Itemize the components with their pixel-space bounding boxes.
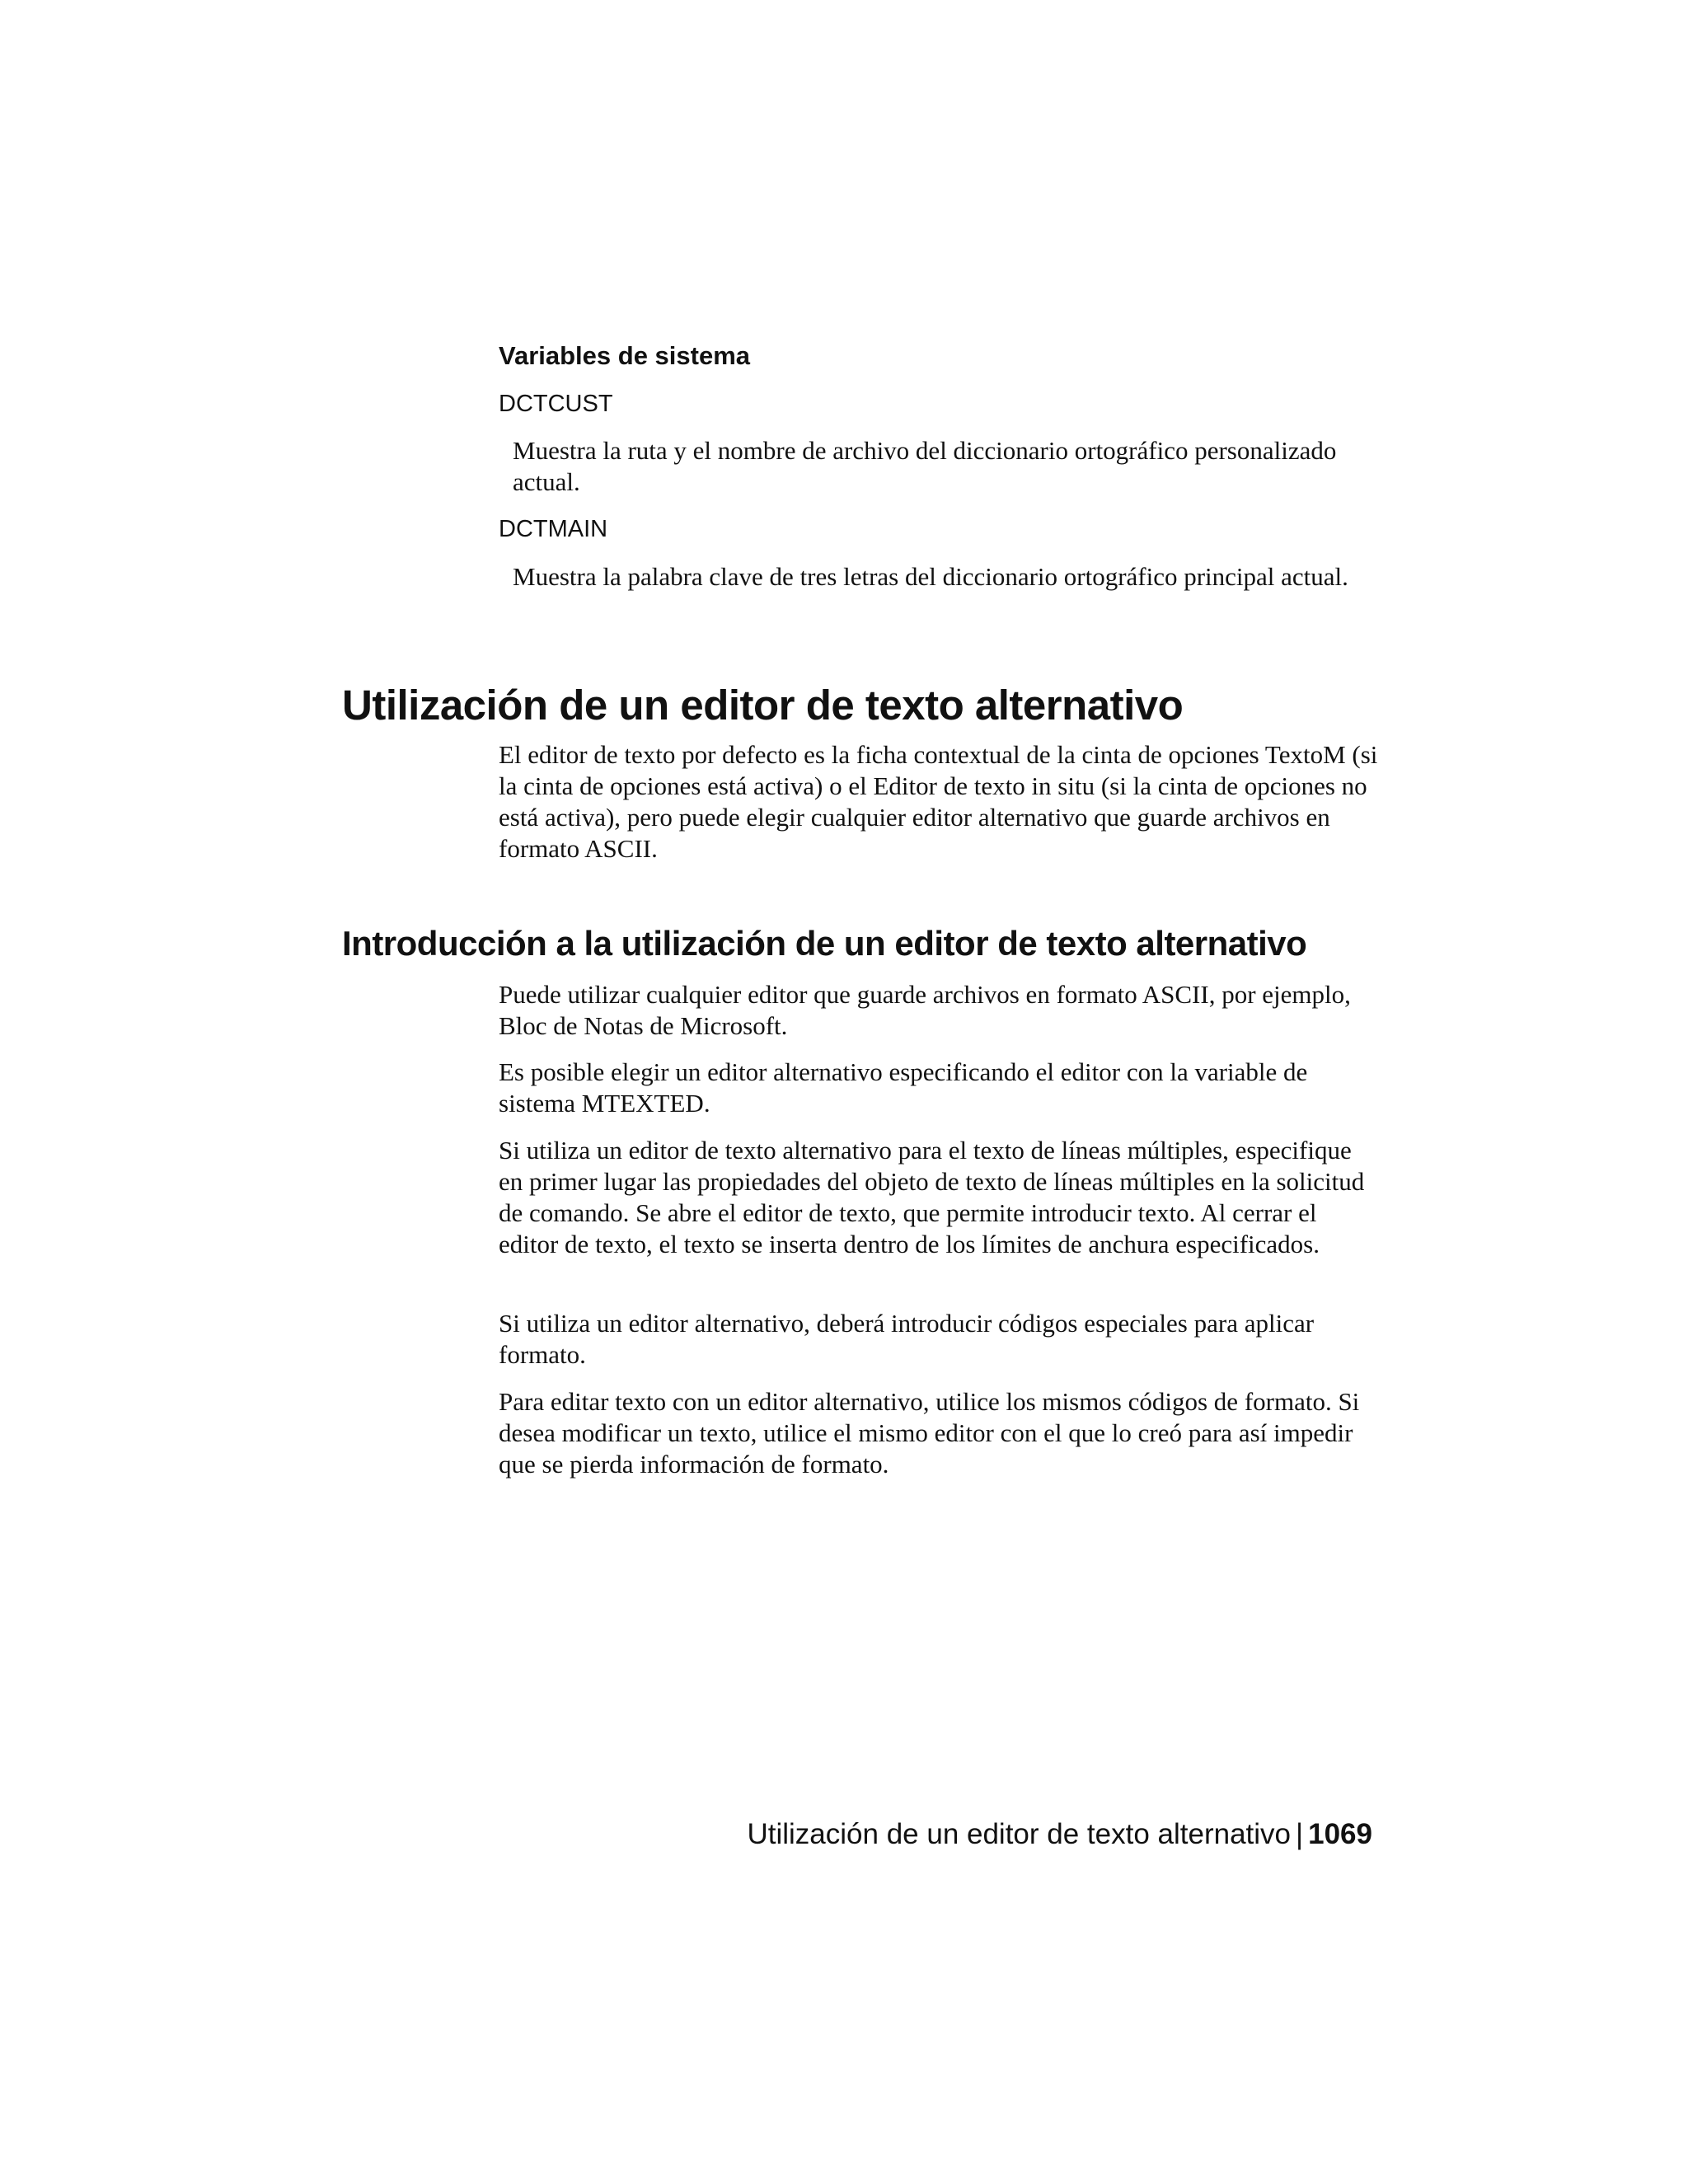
subsection-paragraph-3: Si utiliza un editor de texto alternativo para el texto de líneas múltiples, especifique en primer lugar las propiedades del objeto de texto de líneas múltiples en la solicitud de comando. Se abre el editor de texto, que permite introducir texto. Al cerrar el editor de texto, el texto se inserta dentro de los límites de anchura especificados. <box>499 1136 1365 1258</box>
system-variables-heading: Variables de sistema <box>499 341 751 370</box>
subsection-paragraph-1: Puede utilizar cualquier editor que guarde archivos en formato ASCII, por ejemplo, Bloc de Notas de Microsoft. <box>499 980 1351 1040</box>
page-number: 1069 <box>1308 1818 1372 1850</box>
subsection-heading: Introducción a la utilización de un editor de texto alternativo <box>342 924 1307 963</box>
subsection-paragraph-2: Es posible elegir un editor alternativo especificando el editor con la variable de sistema MTEXTED. <box>499 1057 1308 1118</box>
subsection-paragraph-4: Si utiliza un editor alternativo, deberá introducir códigos especiales para aplicar formato. <box>499 1309 1315 1369</box>
page-footer <box>746 1816 1372 1853</box>
footer-separator: | <box>1296 1818 1304 1850</box>
subsection-paragraph-5: Para editar texto con un editor alternativo, utilice los mismos códigos de formato. Si desea modificar un texto, utilice el mismo editor con el que lo creó para así impedir que se pierda información de formato. <box>499 1387 1360 1479</box>
variable-name-dctmain: DCTMAIN <box>499 516 608 542</box>
footer-title: Utilización de un editor de texto alternativo <box>747 1818 1292 1850</box>
variable-name-dctcust: DCTCUST <box>499 391 613 417</box>
section-intro-paragraph: El editor de texto por defecto es la ficha contextual de la cinta de opciones TextoM (si la cinta de opciones está activa) o el Editor de texto in situ (si la cinta de opciones no está activa), pero puede elegir cualquier editor alternativo que guarde archivos en formato ASCII. <box>499 740 1378 863</box>
variable-description-dctcust: Muestra la ruta y el nombre de archivo del diccionario ortográfico personalizado actual. <box>513 436 1337 496</box>
section-heading: Utilización de un editor de texto alternativo <box>342 682 1184 729</box>
variable-description-dctmain: Muestra la palabra clave de tres letras del diccionario ortográfico principal actual. <box>513 562 1348 591</box>
